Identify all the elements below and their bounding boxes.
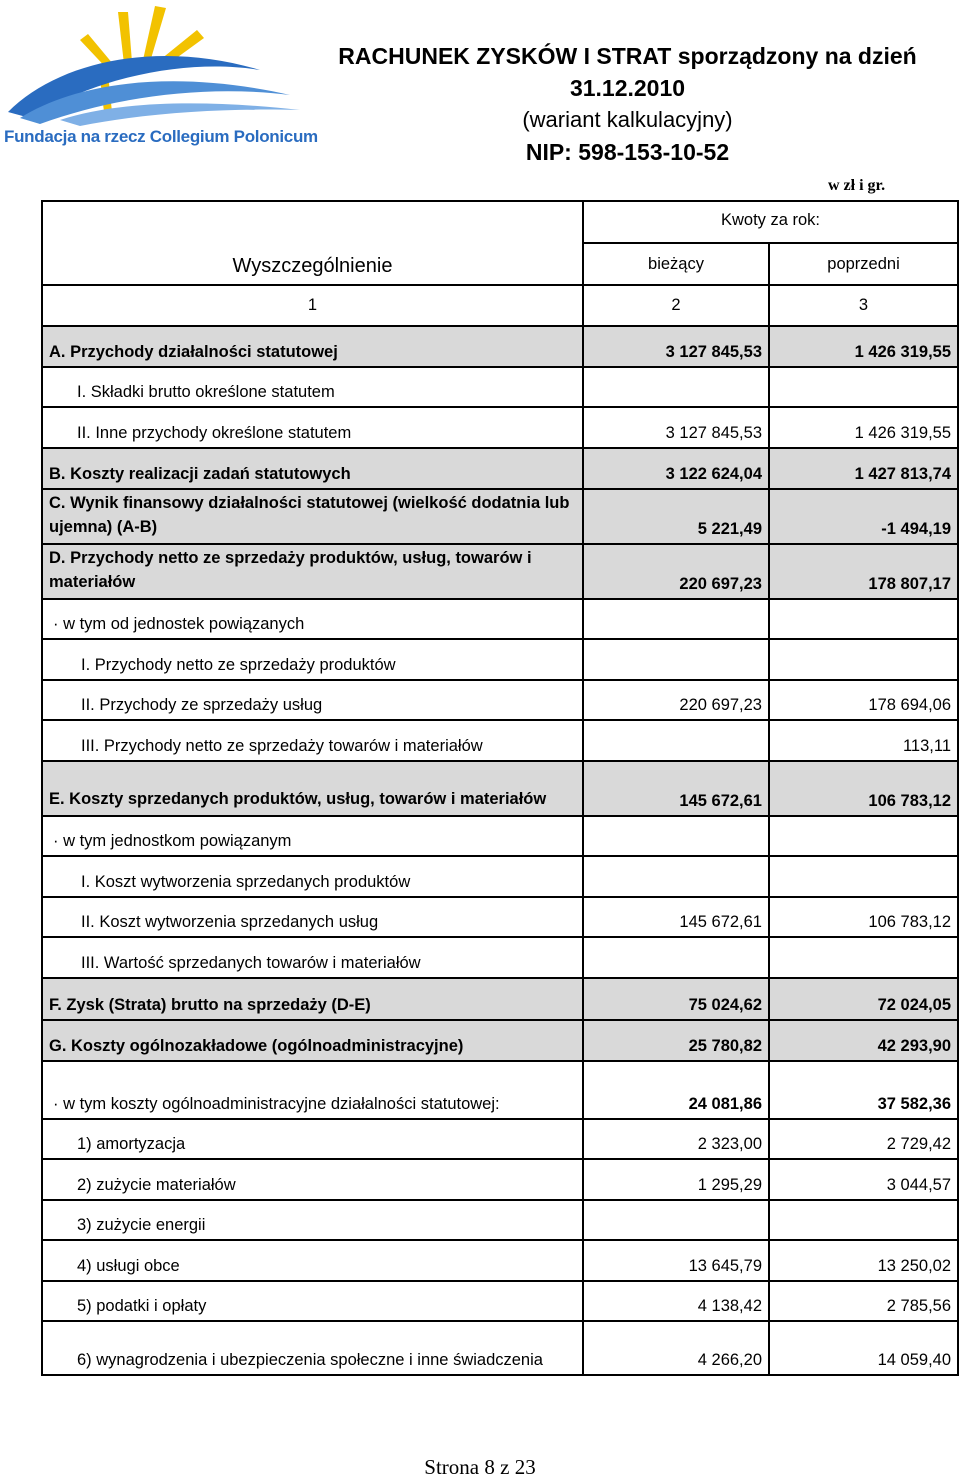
row-label: III. Wartość sprzedanych towarów i materiałów [42,937,583,978]
table-row [42,407,958,448]
header-current: bieżący [583,243,769,285]
row-current: 75 024,62 [583,978,769,1020]
row-previous: -1 494,19 [769,489,958,544]
row-previous: 106 783,12 [769,761,958,816]
row-label: C. Wynik finansowy działalności statutowej (wielkość dodatnia lub ujemna) (A-B) [42,489,583,544]
row-current: 4 138,42 [583,1281,769,1321]
row-label: D. Przychody netto ze sprzedaży produktów, usług, towarów i materiałów [42,544,583,599]
table-row [42,1119,958,1159]
row-previous: 3 044,57 [769,1159,958,1200]
row-label: 2) zużycie materiałów [42,1159,583,1200]
row-current [583,599,769,639]
row-label: I. Przychody netto ze sprzedaży produktów [42,639,583,680]
title-variant: (wariant kalkulacyjny) [522,107,733,132]
row-previous [769,856,958,897]
table-row [42,1061,958,1119]
table-row [42,761,958,816]
row-current [583,937,769,978]
row-current: 145 672,61 [583,897,769,937]
row-label: I. Koszt wytworzenia sprzedanych produktów [42,856,583,897]
row-current: 25 780,82 [583,1020,769,1061]
unit-label: w zł i gr. [828,177,886,194]
income-statement-table [41,200,959,1376]
row-previous: 72 024,05 [769,978,958,1020]
row-label: · w tym jednostkom powiązanym [42,816,583,856]
title-nip: NIP: 598-153-10-52 [525,139,730,165]
row-current: 2 323,00 [583,1119,769,1159]
row-previous: 14 059,40 [769,1321,958,1375]
swoosh-icon [8,56,300,126]
row-label: II. Koszt wytworzenia sprzedanych usług [42,897,583,937]
table-row [42,937,958,978]
row-label: E. Koszty sprzedanych produktów, usług, towarów i materiałów [42,761,583,816]
row-previous [769,1200,958,1240]
row-current [583,1200,769,1240]
row-current [583,367,769,407]
table-row [42,1281,958,1321]
header-num-1: 1 [42,285,583,326]
row-previous: 37 582,36 [769,1061,958,1119]
row-previous: 113,11 [769,720,958,761]
title-date: 31.12.2010 [569,75,686,101]
row-previous: 42 293,90 [769,1020,958,1061]
row-previous: 178 807,17 [769,544,958,599]
row-label: II. Przychody ze sprzedaży usług [42,680,583,720]
row-current: 24 081,86 [583,1061,769,1119]
row-current: 5 221,49 [583,489,769,544]
table-row [42,367,958,407]
row-current [583,720,769,761]
row-label: III. Przychody netto ze sprzedaży towarów i materiałów [42,720,583,761]
table-row [42,978,958,1020]
table-row [42,1020,958,1061]
row-current: 13 645,79 [583,1240,769,1281]
row-label: · w tym koszty ogólnoadministracyjne działalności statutowej: [42,1061,583,1119]
table-row [42,816,958,856]
header-num-2: 2 [583,285,769,326]
header-previous: poprzedni [769,243,958,285]
row-previous [769,639,958,680]
row-label: 1) amortyzacja [42,1119,583,1159]
row-label: 6) wynagrodzenia i ubezpieczenia społeczne i inne świadczenia [42,1321,583,1375]
table-row [42,897,958,937]
table-row [42,489,958,544]
header-label-col: Wyszczególnienie [42,201,583,285]
title-line-1: RACHUNEK ZYSKÓW I STRAT sporządzony na dzień [338,43,917,69]
row-label: A. Przychody działalności statutowej [42,326,583,367]
row-previous: 2 785,56 [769,1281,958,1321]
row-label: 5) podatki i opłaty [42,1281,583,1321]
row-current: 145 672,61 [583,761,769,816]
table-row [42,599,958,639]
page-number: Strona 8 z 23 [424,1455,536,1479]
row-current: 220 697,23 [583,680,769,720]
row-previous: 13 250,02 [769,1240,958,1281]
row-label: 4) usługi obce [42,1240,583,1281]
row-previous [769,816,958,856]
row-current: 4 266,20 [583,1321,769,1375]
row-current: 1 295,29 [583,1159,769,1200]
table-row [42,1159,958,1200]
row-previous: 1 426 319,55 [769,326,958,367]
table-row [42,639,958,680]
table-row [42,1321,958,1375]
row-previous [769,599,958,639]
row-current [583,856,769,897]
table-row [42,680,958,720]
logo-text: Fundacja na rzecz Collegium Polonicum [4,127,318,146]
table-row [42,856,958,897]
header-amounts-group: Kwoty za rok: [583,201,958,243]
row-label: II. Inne przychody określone statutem [42,407,583,448]
row-label: 3) zużycie energii [42,1200,583,1240]
report-title [320,40,935,168]
row-label: G. Koszty ogólnozakładowe (ogólnoadministracyjne) [42,1020,583,1061]
row-previous: 1 427 813,74 [769,448,958,489]
header-num-3: 3 [769,285,958,326]
table-row [42,1200,958,1240]
table-row [42,720,958,761]
row-previous [769,367,958,407]
row-previous: 1 426 319,55 [769,407,958,448]
table-row [42,1240,958,1281]
row-previous: 2 729,42 [769,1119,958,1159]
row-previous: 106 783,12 [769,897,958,937]
table-row [42,448,958,489]
table-row [42,326,958,367]
row-current [583,639,769,680]
table-row [42,544,958,599]
row-label: B. Koszty realizacji zadań statutowych [42,448,583,489]
row-label: · w tym od jednostek powiązanych [42,599,583,639]
row-current: 3 127 845,53 [583,326,769,367]
row-previous: 178 694,06 [769,680,958,720]
row-current: 3 122 624,04 [583,448,769,489]
row-current [583,816,769,856]
row-previous [769,937,958,978]
row-current: 3 127 845,53 [583,407,769,448]
row-label: F. Zysk (Strata) brutto na sprzedaży (D-E) [42,978,583,1020]
row-label: I. Składki brutto określone statutem [42,367,583,407]
row-current: 220 697,23 [583,544,769,599]
